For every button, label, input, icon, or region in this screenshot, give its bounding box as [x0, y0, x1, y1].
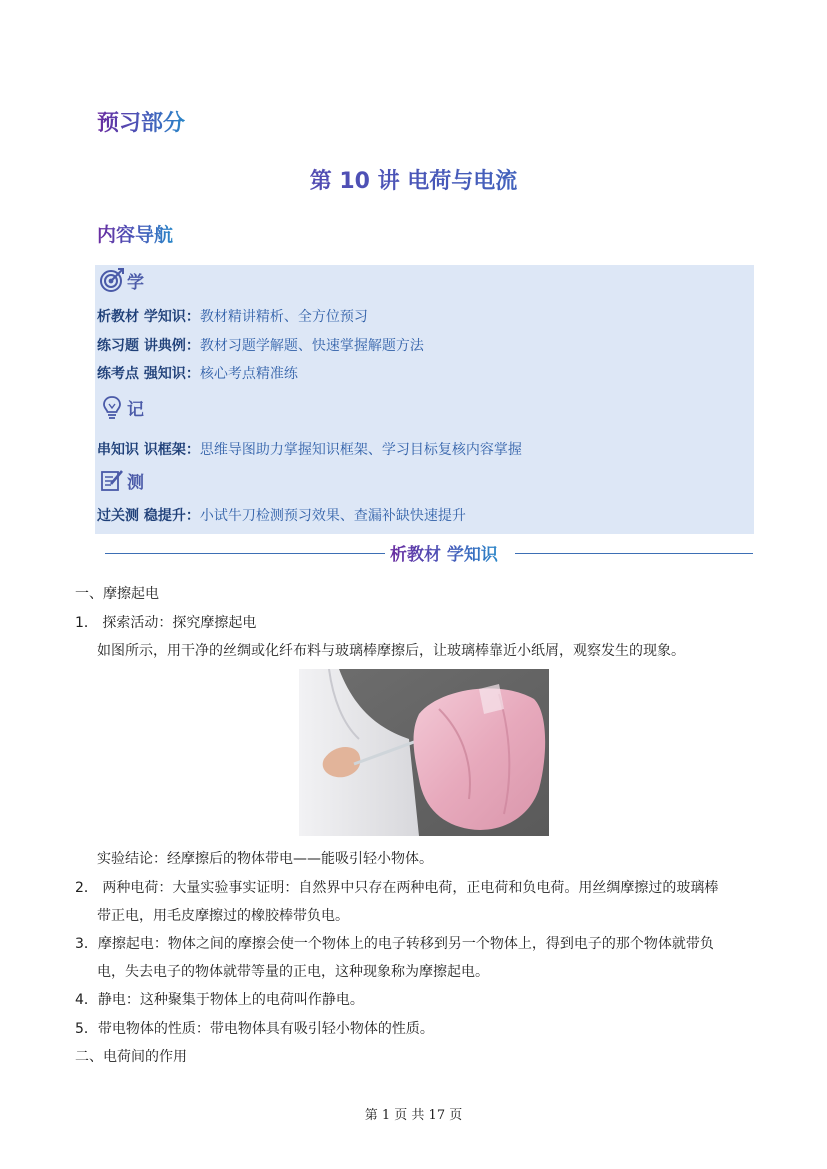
section-title: 二、电荷间的作用 [75, 1049, 187, 1065]
section-divider [105, 540, 753, 566]
paragraph: 5．带电物体的性质：带电物体具有吸引轻小物体的性质。 [75, 1021, 434, 1037]
paragraph: 3．摩擦起电：物体之间的摩擦会使一个物体上的电子转移到另一个物体上，得到电子的那个物体就带负 [75, 936, 714, 952]
nav-line-value: 思维导图助力掌握知识框架、学习目标复核内容掌握 [199, 442, 522, 458]
preview-heading: 预习部分 [97, 106, 185, 137]
remember-section-label: 记 [127, 399, 144, 420]
content-navigation-heading: 内容导航 [97, 220, 173, 247]
navigation-box [95, 265, 754, 534]
nav-line [97, 363, 298, 383]
nav-line-key: 串知识 识框架： [97, 442, 200, 458]
remember-section-header [99, 394, 144, 420]
nav-line-value: 教材习题学解题、快速掌握解题方法 [199, 338, 424, 354]
paragraph: 2． 两种电荷：大量实验事实证明：自然界中只存在两种电荷，正电荷和负电荷。用丝绸摩擦过的玻璃棒 [75, 880, 719, 896]
target-icon [99, 267, 125, 293]
nav-line [97, 505, 466, 525]
nav-line-key: 练习题 讲典例： [97, 338, 200, 354]
paragraph: 4．静电：这种聚集于物体上的电荷叫作静电。 [75, 992, 364, 1008]
section-title: 一、摩擦起电 [75, 586, 159, 602]
learn-section-label: 学 [127, 272, 144, 293]
divider-line-left [105, 553, 385, 554]
paragraph: 如图所示，用干净的丝绸或化纤布料与玻璃棒摩擦后，让玻璃棒靠近小纸屑，观察发生的现象。 [97, 643, 685, 659]
page-footer: 第 1 页 共 17 页 [364, 1108, 463, 1123]
paragraph: 实验结论：经摩擦后的物体带电——能吸引轻小物体。 [97, 851, 433, 867]
paragraph: 带正电，用毛皮摩擦过的橡胶棒带负电。 [97, 908, 349, 924]
divider-line-right [515, 553, 753, 554]
paragraph: 电，失去电子的物体就带等量的正电，这种现象称为摩擦起电。 [97, 964, 489, 980]
nav-line [97, 439, 522, 459]
nav-line-value: 小试牛刀检测预习效果、查漏补缺快速提升 [199, 508, 466, 524]
divider-label: 析教材 学知识 [390, 540, 498, 565]
nav-line-key: 过关测 稳提升： [97, 508, 200, 524]
learn-section-header [99, 267, 144, 293]
test-section-header [99, 467, 144, 493]
nav-line [97, 335, 424, 355]
nav-line-value: 核心考点精准练 [199, 366, 298, 382]
test-section-label: 测 [127, 472, 144, 493]
nav-line-value: 教材精讲精析、全方位预习 [199, 309, 368, 325]
nav-line-key: 练考点 强知识： [97, 366, 200, 382]
nav-line [97, 306, 368, 326]
lightbulb-icon [99, 394, 125, 420]
experiment-photo [299, 669, 549, 836]
paragraph: 1． 探索活动：探究摩擦起电 [75, 615, 257, 631]
notepad-pencil-icon [99, 467, 125, 493]
lecture-title: 第 10 讲 电荷与电流 [0, 164, 827, 195]
nav-line-key: 析教材 学知识： [97, 309, 200, 325]
